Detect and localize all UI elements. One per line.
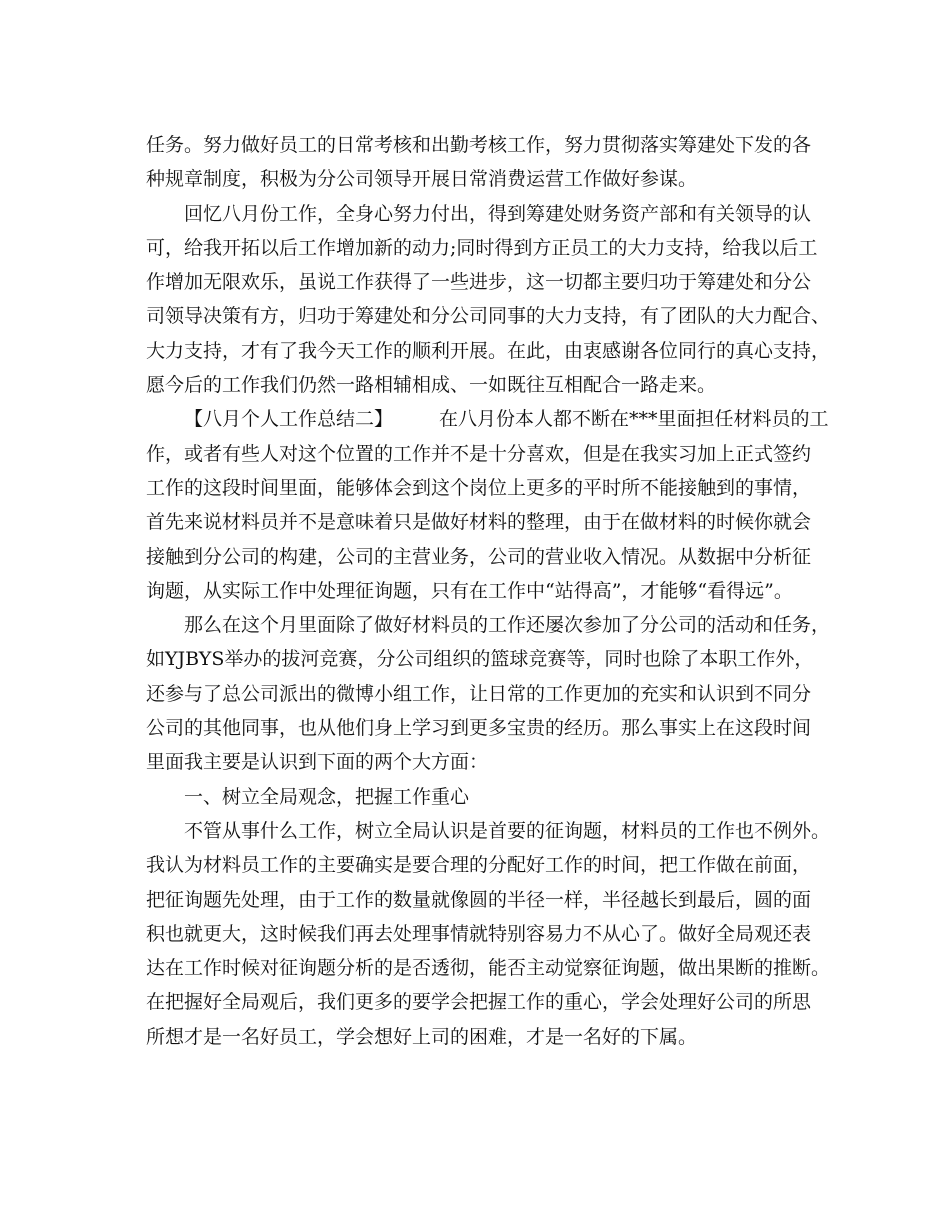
text-line: 里面我主要是认识到下面的两个大方面： (146, 751, 489, 774)
text-line: 种规章制度，积极为分公司领导开展日常消费运营工作做好参谋。 (146, 168, 698, 191)
document-body (146, 128, 831, 1054)
section-heading-line (146, 402, 829, 436)
subheading-line: 一、树立全局观念，把握工作重心 (184, 785, 470, 808)
text-line: 如YJBYS举办的拔河竞赛，分公司组织的篮球竞赛等，同时也除了本职工作外， (146, 648, 814, 671)
text-line: 接触到分公司的构建，公司的主营业务，公司的营业收入情况。从数据中分析征 (146, 545, 812, 568)
text-line: 可，给我开拓以后工作增加新的动力;同时得到方正员工的大力支持，给我以后工 (146, 236, 818, 259)
text-line: 公司的其他同事，也从他们身上学习到更多宝贵的经历。那么事实上在这段时间 (146, 717, 812, 740)
text-line: 任务。努力做好员工的日常考核和出勤考核工作，努力贯彻落实筹建处下发的各 (146, 134, 812, 156)
text-line: 工作的这段时间里面，能够体会到这个岗位上更多的平时所不能接触到的事情， (146, 476, 812, 499)
text-line: 在把握好全局观后，我们更多的要学会把握工作的重心，学会处理好公司的所思 (146, 991, 812, 1014)
text-line: 作增加无限欢乐，虽说工作获得了一些进步，这一切都主要归功于筹建处和分公 (146, 271, 812, 294)
text-line: 积也就更大，这时候我们再去处理事情就特别容易力不从心了。做好全局观还表 (146, 922, 812, 945)
section-heading-continuation: 在八月份本人都不断在***里面担任材料员的工 (439, 408, 829, 431)
text-line: 作，或者有些人对这个位置的工作并不是十分喜欢，但是在我实习加上正式签约 (146, 442, 812, 465)
text-line: 把征询题先处理，由于工作的数量就像圆的半径一样，半径越长到最后，圆的面 (146, 888, 812, 911)
text-line: 还参与了总公司派出的微博小组工作，让日常的工作更加的充实和认识到不同分 (146, 682, 812, 705)
text-line: 愿今后的工作我们仍然一路相辅相成、一如既往互相配合一路走来。 (146, 374, 717, 397)
section-heading: 【八月个人工作总结二】 (184, 408, 394, 431)
text-line: 大力支持，才有了我今天工作的顺利开展。在此，由衷感谢各位同行的真心支持， (146, 339, 831, 362)
text-line: 询题，从实际工作中处理征询题，只有在工作中“站得高”，才能够“看得远”。 (146, 579, 793, 602)
paragraph-start-line: 不管从事什么工作，树立全局认识是首要的征询题，材料员的工作也不例外。 (184, 819, 831, 842)
text-line: 首先来说材料员并不是意味着只是做好材料的整理，由于在做材料的时候你就会 (146, 511, 812, 534)
text-line: 所想才是一名好员工，学会想好上司的困难，才是一名好的下属。 (146, 1025, 698, 1048)
text-line: 达在工作时候对征询题分析的是否透彻，能否主动觉察征询题，做出果断的推断。 (146, 957, 831, 980)
text-line: 我认为材料员工作的主要确实是要合理的分配好工作的时间，把工作做在前面， (146, 854, 812, 877)
text-line: 司领导决策有方，归功于筹建处和分公司同事的大力支持，有了团队的大力配合、 (146, 305, 831, 328)
paragraph-start-line: 回忆八月份工作，全身心努力付出，得到筹建处财务资产部和有关领导的认 (184, 202, 812, 225)
paragraph-start-line: 那么在这个月里面除了做好材料员的工作还屡次参加了分公司的活动和任务， (184, 614, 831, 637)
